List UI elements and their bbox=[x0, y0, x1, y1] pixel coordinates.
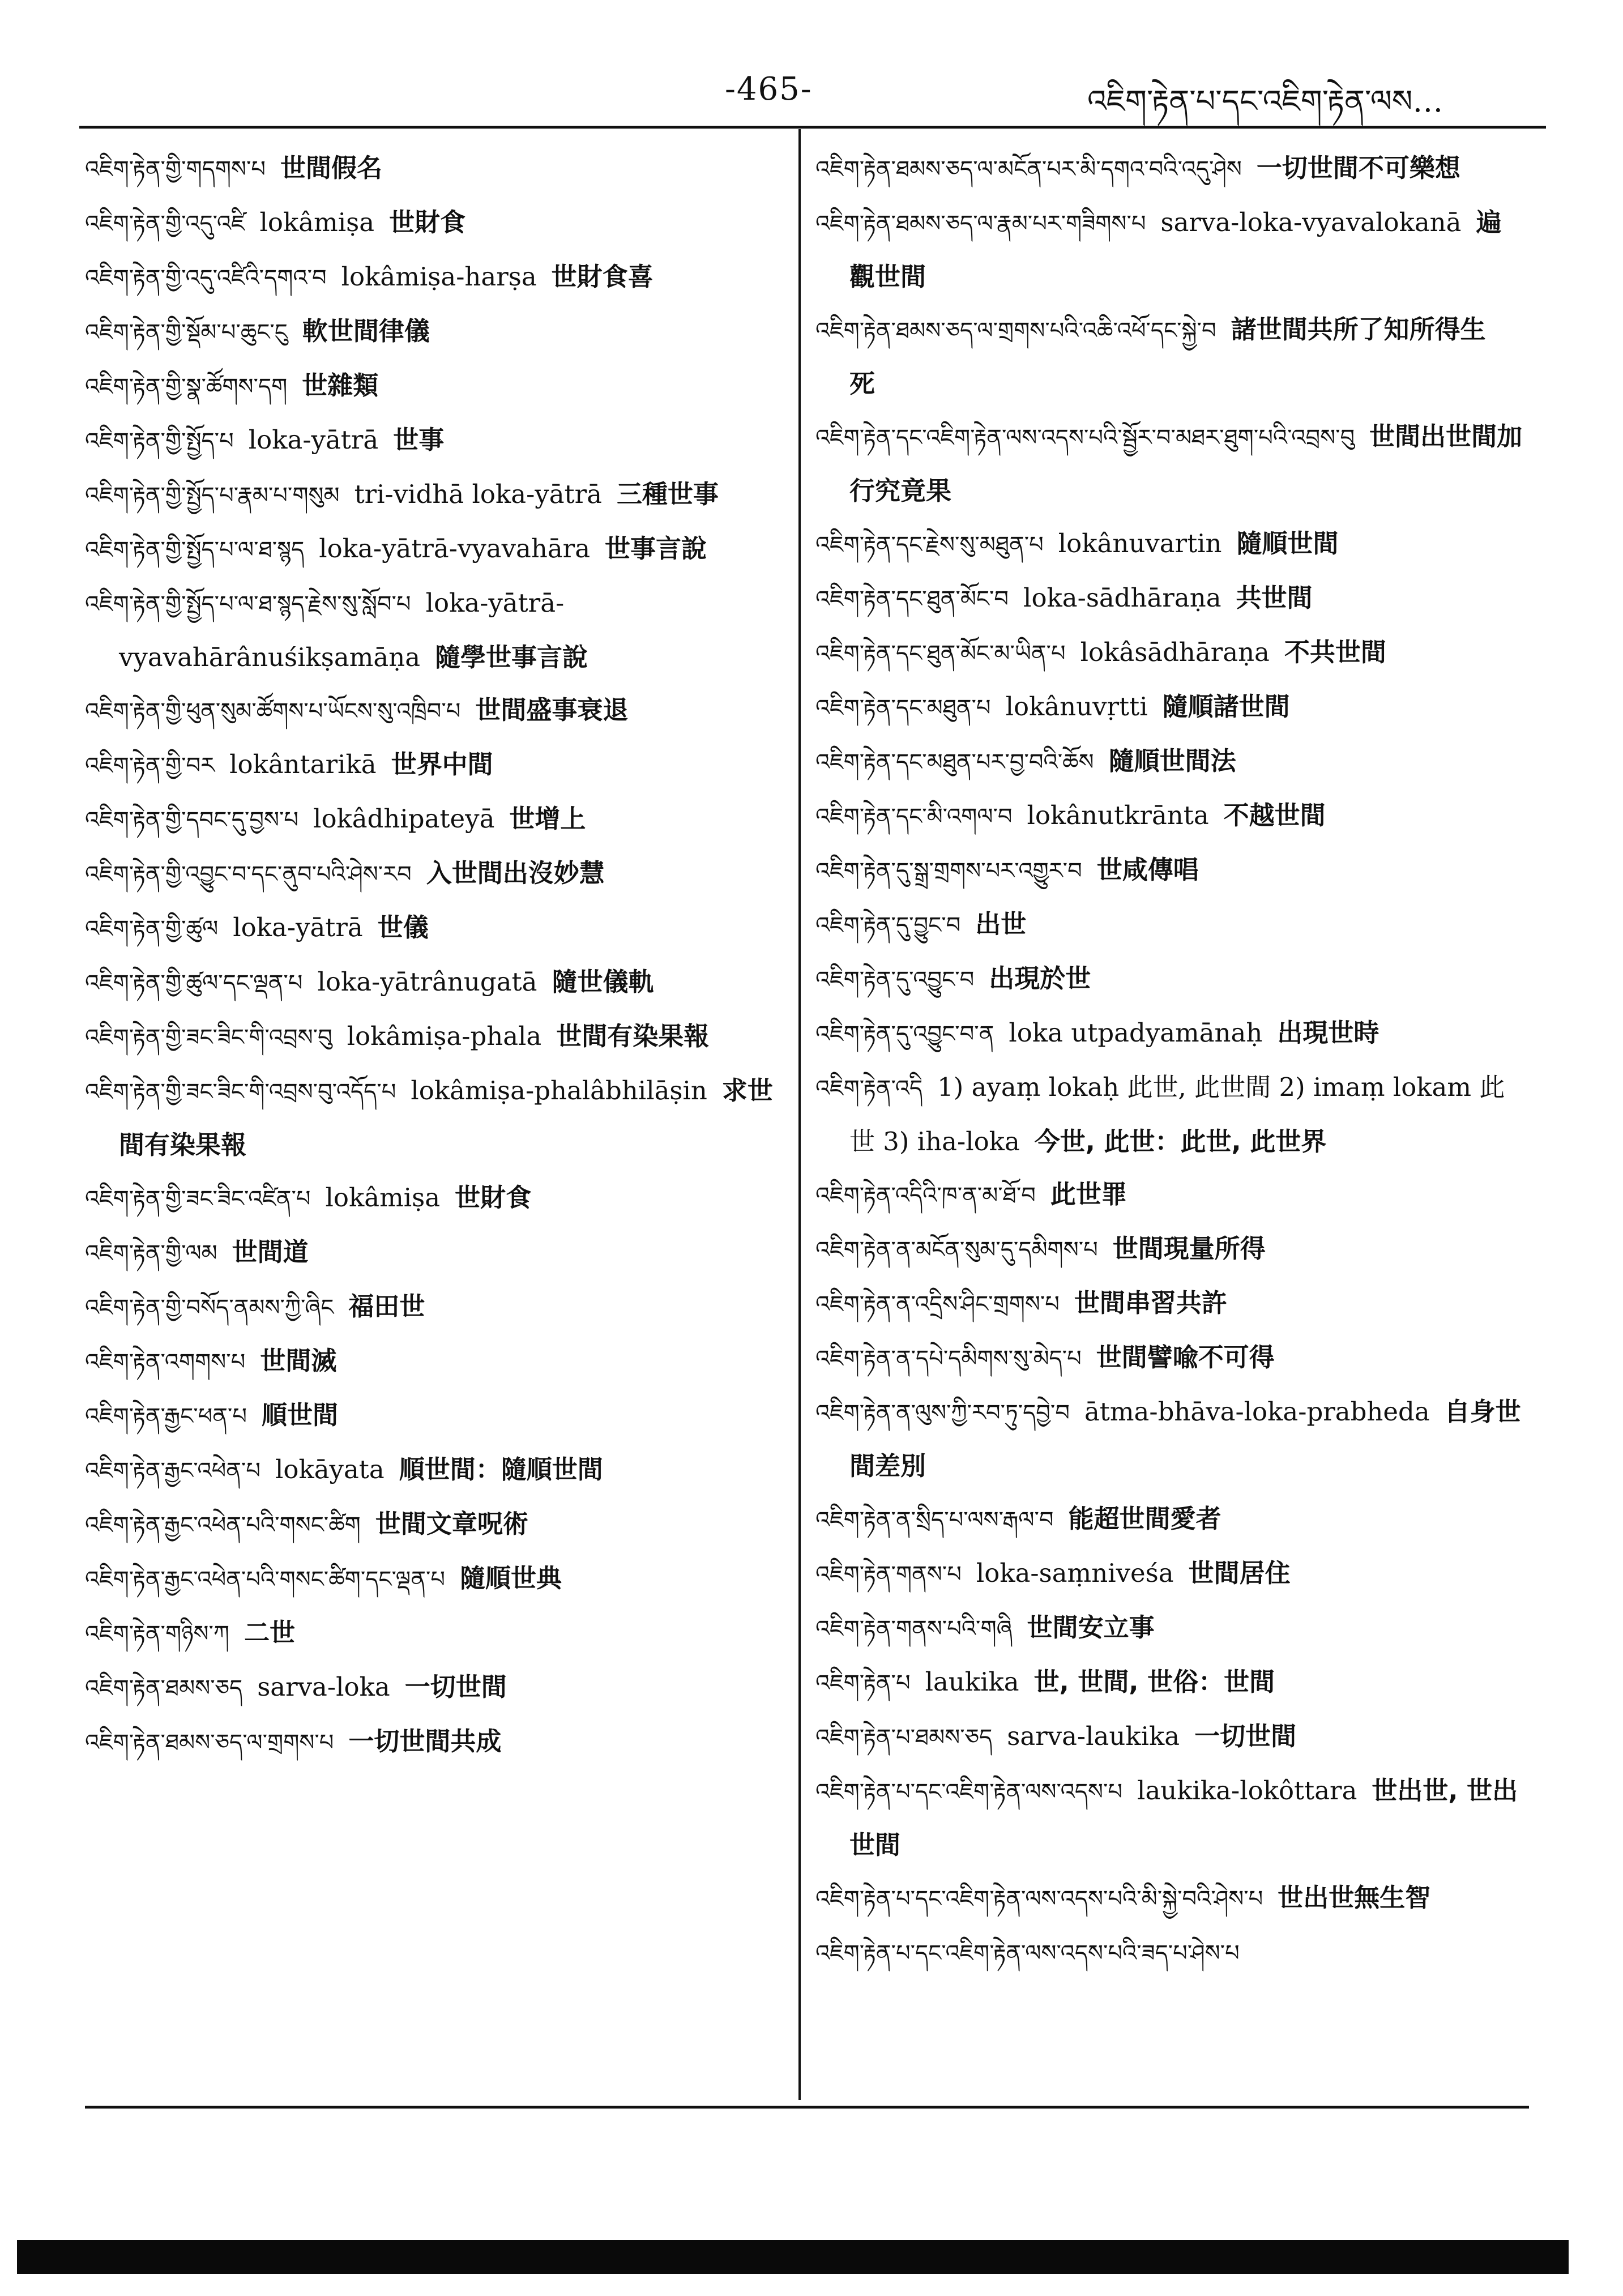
sanskrit-equivalent: sarva-laukika bbox=[1007, 1721, 1180, 1751]
tibetan-headword: འཇིག་རྟེན་གནས་པ bbox=[815, 1561, 962, 1587]
chinese-equivalent: 世事 bbox=[393, 425, 445, 455]
dictionary-entry bbox=[815, 1277, 1523, 1331]
chinese-equivalent: 世間道 bbox=[232, 1237, 309, 1267]
chinese-equivalent: 世咸傳唱 bbox=[1096, 855, 1199, 885]
chinese-equivalent: 隨學世事言說 bbox=[435, 642, 588, 672]
dictionary-entry bbox=[85, 1171, 773, 1226]
tibetan-headword: འཇིག་རྟེན་རྒྱང་འཕེན་པའི་གསང་ཚིག bbox=[85, 1512, 361, 1538]
tibetan-headword: འཇིག་རྟེན་ན་སྲིད་པ་ལས་རྒལ་བ bbox=[815, 1507, 1054, 1533]
dictionary-entry bbox=[85, 196, 773, 250]
tibetan-headword: འཇིག་རྟེན་གྱི་བར bbox=[85, 753, 215, 779]
dictionary-entry bbox=[85, 359, 773, 413]
chinese-equivalent: 自身世間差別 bbox=[849, 1397, 1521, 1481]
chinese-equivalent: 不越世間 bbox=[1223, 800, 1326, 830]
chinese-equivalent: 順世間 bbox=[261, 1400, 338, 1430]
chinese-equivalent: 出世 bbox=[975, 909, 1027, 939]
chinese-equivalent: 世間出世間加行究竟果 bbox=[849, 421, 1523, 506]
chinese-equivalent: 軟世間律儀 bbox=[302, 316, 430, 346]
chinese-equivalent: 世財食 bbox=[389, 207, 466, 237]
chinese-equivalent: 世界中間 bbox=[391, 749, 493, 779]
tibetan-headword: འཇིག་རྟེན་གྱི་སྤྱོད་པ་ལ་ཐ་སྙད་རྗེས་སུ་སློབ་པ bbox=[85, 591, 411, 617]
chinese-equivalent: 不共世間 bbox=[1284, 637, 1386, 667]
chinese-equivalent: 世事言說 bbox=[605, 534, 707, 564]
chinese-equivalent: 世間居住 bbox=[1188, 1558, 1291, 1588]
tibetan-headword: འཇིག་རྟེན་དང་འཇིག་རྟེན་ལས་འདས་པའི་སྦྱོར་བ་མཐར་ཐུག་པའི་འབྲས་བུ bbox=[815, 425, 1355, 451]
tibetan-headword: འཇིག་རྟེན་དང་ཐུན་མོང་མ་ཡིན་པ bbox=[815, 641, 1066, 667]
dictionary-entry bbox=[85, 1552, 773, 1606]
dictionary-entry bbox=[85, 738, 773, 792]
tibetan-headword: འཇིག་རྟེན་གྱི་འབྱུང་བ་དང་ནུབ་པའི་ཤེས་རབ bbox=[85, 861, 412, 887]
tibetan-headword: འཇིག་རྟེན་པ་དང་འཇིག་རྟེན་ལས་འདས་པའི་ཟད་པ་ཤེས་པ bbox=[815, 1940, 1240, 1966]
chinese-equivalent: 世間盛事衰退 bbox=[475, 695, 629, 725]
tibetan-headword: འཇིག་རྟེན་ན་ལུས་ཀྱི་རབ་ཏུ་དབྱེ་བ bbox=[815, 1400, 1070, 1426]
dictionary-entry bbox=[815, 952, 1523, 1006]
dictionary-entry bbox=[85, 955, 773, 1010]
dictionary-entry bbox=[815, 517, 1523, 571]
chinese-equivalent: 隨世儀軌 bbox=[552, 967, 654, 997]
dictionary-entry bbox=[85, 468, 773, 522]
chinese-equivalent: 隨順世間 bbox=[1236, 528, 1339, 558]
tibetan-headword: འཇིག་རྟེན་པ་ཐམས་ཅད bbox=[815, 1725, 993, 1751]
tibetan-headword: འཇིག་རྟེན་རྒྱང་འཕེན་པ bbox=[85, 1458, 260, 1484]
tibetan-headword: འཇིག་རྟེན་དུ་འབྱུང་བ་ན bbox=[815, 1021, 994, 1047]
dictionary-entry bbox=[85, 522, 773, 577]
dictionary-entry bbox=[815, 571, 1523, 626]
sanskrit-equivalent: loka-yātrânugatā bbox=[317, 967, 537, 997]
scan-edge-band bbox=[17, 2240, 1569, 2274]
sanskrit-equivalent: lokântarikā bbox=[229, 749, 377, 779]
chinese-equivalent: 世間譬喩不可得 bbox=[1096, 1342, 1275, 1372]
chinese-equivalent: 出現於世 bbox=[989, 963, 1091, 993]
tibetan-headword: འཇིག་རྟེན་ན་མངོན་སུམ་དུ་དམིགས་པ bbox=[815, 1237, 1098, 1263]
sanskrit-equivalent: lokâmiṣa bbox=[259, 207, 375, 237]
chinese-equivalent: 世間滅 bbox=[260, 1346, 337, 1376]
dictionary-entry bbox=[815, 142, 1523, 196]
tibetan-headword: འཇིག་རྟེན་གཉིས་ཀ bbox=[85, 1621, 230, 1647]
sanskrit-equivalent: lokâmiṣa bbox=[325, 1183, 441, 1213]
left-column bbox=[85, 142, 773, 1769]
dictionary-entry bbox=[815, 789, 1523, 843]
tibetan-headword: འཇིག་རྟེན་དུ་འབྱུང་བ bbox=[815, 967, 975, 993]
chinese-equivalent: 遍觀世間 bbox=[849, 207, 1502, 292]
sanskrit-equivalent: 1) ayaṃ lokaḥ 此世, 此世間 2) imaṃ lokam 此世 3) iha-loka bbox=[849, 1072, 1505, 1156]
page-number: -465- bbox=[725, 71, 813, 108]
sanskrit-equivalent: loka utpadyamānaḥ bbox=[1009, 1018, 1263, 1048]
chinese-equivalent: 三種世事 bbox=[616, 479, 719, 509]
chinese-equivalent: 世儀 bbox=[377, 912, 429, 942]
sanskrit-equivalent: laukika bbox=[925, 1667, 1019, 1697]
dictionary-entry bbox=[815, 1547, 1523, 1601]
sanskrit-equivalent: loka-yātrā bbox=[248, 425, 379, 455]
sanskrit-equivalent: loka-sādhāraṇa bbox=[1023, 583, 1221, 613]
tibetan-headword: འཇིག་རྟེན་གྱི་སྤྱོད་པ་རྣམ་པ་གསུམ bbox=[85, 483, 340, 509]
tibetan-headword: འཇིག་རྟེན་ཐམས་ཅད་ལ་གྲགས་པའི་འཆི་འཕོ་དང་སྐྱེ་བ bbox=[815, 318, 1216, 344]
dictionary-entry bbox=[85, 1064, 773, 1171]
dictionary-entry bbox=[85, 1606, 773, 1661]
tibetan-headword: འཇིག་རྟེན་པ་དང་འཇིག་རྟེན་ལས་འདས་པའི་མི་སྐྱེ་བའི་ཤེས་པ bbox=[815, 1886, 1263, 1912]
tibetan-headword: འཇིག་རྟེན་དང་ཐུན་མོང་བ bbox=[815, 586, 1009, 612]
chinese-equivalent: 福田世 bbox=[348, 1291, 425, 1321]
dictionary-entry bbox=[815, 196, 1523, 303]
tibetan-headword: འཇིག་རྟེན་གྱི་ཟང་ཟིང་འཛིན་པ bbox=[85, 1186, 311, 1212]
tibetan-headword: འཇིག་རྟེན་རྒྱང་ཕན་པ bbox=[85, 1403, 247, 1429]
chinese-equivalent: 順世間：隨順世間 bbox=[399, 1454, 603, 1484]
tibetan-headword: འཇིག་རྟེན་འགགས་པ bbox=[85, 1349, 246, 1375]
dictionary-entry bbox=[815, 1385, 1523, 1492]
dictionary-entry bbox=[815, 1601, 1523, 1655]
dictionary-entry bbox=[85, 1010, 773, 1064]
dictionary-entry bbox=[85, 1280, 773, 1334]
chinese-equivalent: 世間安立事 bbox=[1027, 1612, 1155, 1642]
dictionary-entry bbox=[85, 413, 773, 468]
dictionary-entry bbox=[815, 1061, 1523, 1168]
tibetan-headword: འཇིག་རྟེན་གྱི་ཚུལ་དང་ལྡན་པ bbox=[85, 970, 303, 996]
dictionary-entry bbox=[85, 250, 773, 305]
sanskrit-equivalent: sarva-loka bbox=[257, 1672, 390, 1702]
dictionary-entry bbox=[815, 303, 1523, 410]
tibetan-headword: འཇིག་རྟེན་ན་དཔེ་དམིགས་སུ་མེད་པ bbox=[815, 1346, 1082, 1372]
tibetan-headword: འཇིག་རྟེན་གྱི་སྤྱོད་པ bbox=[85, 428, 234, 454]
chinese-equivalent: 隨順諸世間 bbox=[1162, 692, 1290, 722]
chinese-equivalent: 諸世間共所了知所得生死 bbox=[849, 314, 1486, 399]
sanskrit-equivalent: lokâmiṣa-harṣa bbox=[341, 262, 537, 292]
tibetan-headword: འཇིག་རྟེན་གནས་པའི་གཞི bbox=[815, 1616, 1013, 1642]
tibetan-headword: འཇིག་རྟེན་གྱི་ལམ bbox=[85, 1240, 217, 1266]
sanskrit-equivalent: tri-vidhā loka-yātrā bbox=[354, 479, 602, 509]
dictionary-entry bbox=[85, 792, 773, 847]
chinese-equivalent: 世雜類 bbox=[302, 370, 379, 400]
dictionary-entry bbox=[815, 1871, 1523, 1926]
dictionary-entry bbox=[85, 1389, 773, 1443]
chinese-equivalent: 世, 世間, 世俗：世間 bbox=[1033, 1667, 1275, 1697]
chinese-equivalent: 世出世無生智 bbox=[1278, 1883, 1431, 1913]
tibetan-headword: འཇིག་རྟེན་གྱི་ཟང་ཟིང་གི་འབྲས་བུ bbox=[85, 1025, 332, 1051]
tibetan-headword: འཇིག་རྟེན་གྱི་ཚུལ bbox=[85, 916, 219, 942]
dictionary-entry bbox=[85, 1334, 773, 1389]
dictionary-entry bbox=[815, 626, 1523, 680]
dictionary-entry bbox=[85, 577, 773, 684]
tibetan-headword: འཇིག་རྟེན་དུ་སྒྲ་གྲགས་པར་འགྱུར་བ bbox=[815, 858, 1082, 884]
chinese-equivalent: 一切世間 bbox=[404, 1672, 507, 1702]
tibetan-headword: འཇིག་རྟེན་གྱི་འདུ་འཛི bbox=[85, 211, 245, 237]
header-rule bbox=[79, 126, 1546, 129]
running-head: འཇིག་རྟེན་པ་དང་འཇིག་རྟེན་ལས… bbox=[1087, 83, 1443, 119]
sanskrit-equivalent: loka-yātrā-vyavahāra bbox=[319, 534, 591, 564]
dictionary-entry bbox=[85, 142, 773, 196]
tibetan-headword: འཇིག་རྟེན་འདིའི་ཁ་ན་མ་ཐོ་བ bbox=[815, 1183, 1036, 1209]
chinese-equivalent: 世增上 bbox=[509, 804, 586, 834]
sanskrit-equivalent: lokânuvartin bbox=[1058, 528, 1222, 558]
tibetan-headword: འཇིག་རྟེན་འདི bbox=[815, 1076, 923, 1102]
dictionary-entry bbox=[85, 1226, 773, 1280]
chinese-equivalent: 世間文章呪術 bbox=[375, 1509, 528, 1539]
tibetan-headword: འཇིག་རྟེན་པ་དང་འཇིག་རྟེན་ལས་འདས་པ bbox=[815, 1779, 1123, 1805]
chinese-equivalent: 世財食喜 bbox=[551, 262, 654, 292]
dictionary-entry bbox=[815, 1222, 1523, 1277]
tibetan-headword: འཇིག་རྟེན་གྱི་ཕུན་སུམ་ཚོགས་པ་ཡོངས་སུ་འཁྲིབ་པ bbox=[85, 698, 461, 724]
tibetan-headword: འཇིག་རྟེན་གྱི་སྣ་ཚོགས་དག bbox=[85, 374, 288, 400]
chinese-equivalent: 世間有染果報 bbox=[556, 1021, 710, 1051]
chinese-equivalent: 世間假名 bbox=[280, 153, 383, 183]
dictionary-entry bbox=[85, 684, 773, 738]
chinese-equivalent: 一切世間不可樂想 bbox=[1256, 153, 1460, 183]
dictionary-entry bbox=[815, 1710, 1523, 1764]
chinese-equivalent: 世間現量所得 bbox=[1112, 1234, 1266, 1264]
dictionary-entry bbox=[815, 1168, 1523, 1222]
chinese-equivalent: 此世罪 bbox=[1050, 1179, 1127, 1209]
tibetan-headword: འཇིག་རྟེན་གྱི་སྡོམ་པ་ཆུང་ངུ bbox=[85, 319, 288, 345]
sanskrit-equivalent: sarva-loka-vyavalokanā bbox=[1160, 207, 1462, 237]
tibetan-headword: འཇིག་རྟེན་གྱི་གདགས་པ bbox=[85, 156, 266, 182]
sanskrit-equivalent: lokāyata bbox=[275, 1454, 385, 1484]
sanskrit-equivalent: loka-saṃniveśa bbox=[976, 1558, 1174, 1588]
tibetan-headword: འཇིག་རྟེན་དང་རྗེས་སུ་མཐུན་པ bbox=[815, 532, 1044, 558]
tibetan-headword: འཇིག་རྟེན་གྱི་ཟང་ཟིང་གི་འབྲས་བུ་འདོད་པ bbox=[85, 1079, 396, 1105]
footer-rule bbox=[85, 2106, 1529, 2109]
dictionary-entry bbox=[815, 1492, 1523, 1547]
dictionary-entry bbox=[815, 680, 1523, 735]
tibetan-headword: འཇིག་རྟེན་དང་མི་འགལ་བ bbox=[815, 804, 1013, 830]
sanskrit-equivalent: loka-yātrā bbox=[233, 912, 363, 942]
tibetan-headword: འཇིག་རྟེན་ན་འདྲིས་ཤིང་གྲགས་པ bbox=[815, 1291, 1060, 1317]
chinese-equivalent: 入世間出沒妙慧 bbox=[426, 858, 605, 888]
dictionary-entry bbox=[85, 1443, 773, 1497]
dictionary-entry bbox=[85, 1661, 773, 1715]
tibetan-headword: འཇིག་རྟེན་གྱི་བསོད་ནམས་ཀྱི་ཞིང bbox=[85, 1295, 334, 1321]
sanskrit-equivalent: lokâdhipateyā bbox=[313, 804, 495, 834]
dictionary-entry bbox=[815, 1006, 1523, 1061]
dictionary-entry bbox=[85, 847, 773, 901]
tibetan-headword: འཇིག་རྟེན་དང་མཐུན་པར་བྱ་བའི་ཆོས bbox=[815, 749, 1094, 775]
sanskrit-equivalent: lokâmiṣa-phala bbox=[347, 1021, 542, 1051]
tibetan-headword: འཇིག་རྟེན་གྱི་སྤྱོད་པ་ལ་ཐ་སྙད bbox=[85, 537, 305, 563]
chinese-equivalent: 二世 bbox=[244, 1618, 296, 1648]
chinese-equivalent: 共世間 bbox=[1236, 583, 1313, 613]
tibetan-headword: འཇིག་རྟེན་གྱི་དབང་དུ་བྱས་པ bbox=[85, 807, 299, 833]
dictionary-entry bbox=[815, 898, 1523, 952]
chinese-equivalent: 能超世間愛者 bbox=[1068, 1504, 1221, 1534]
sanskrit-equivalent: lokâsādhāraṇa bbox=[1080, 637, 1270, 667]
sanskrit-equivalent: laukika-lokôttara bbox=[1137, 1776, 1357, 1806]
chinese-equivalent: 隨順世間法 bbox=[1108, 746, 1236, 776]
chinese-equivalent: 隨順世典 bbox=[460, 1563, 562, 1593]
sanskrit-equivalent: lokâmiṣa-phalâbhilāṣin bbox=[411, 1076, 707, 1106]
dictionary-entry bbox=[815, 1655, 1523, 1710]
tibetan-headword: འཇིག་རྟེན་རྒྱང་འཕེན་པའི་གསང་ཚིག་དང་ལྡན་པ bbox=[85, 1567, 446, 1593]
dictionary-entry bbox=[815, 1331, 1523, 1385]
chinese-equivalent: 今世, 此世：此世, 此世界 bbox=[1034, 1126, 1327, 1156]
tibetan-headword: འཇིག་རྟེན་དང་མཐུན་པ bbox=[815, 695, 991, 721]
dictionary-entry bbox=[815, 843, 1523, 898]
sanskrit-equivalent: lokânuvṛtti bbox=[1005, 692, 1148, 722]
chinese-equivalent: 世出世, 世出世間 bbox=[849, 1776, 1518, 1860]
chinese-equivalent: 出現世時 bbox=[1277, 1018, 1379, 1048]
dictionary-entry bbox=[815, 1926, 1523, 1980]
dictionary-entry bbox=[85, 901, 773, 955]
tibetan-headword: འཇིག་རྟེན་དུ་བྱུང་བ bbox=[815, 912, 961, 938]
sanskrit-equivalent: ātma-bhāva-loka-prabheda bbox=[1084, 1397, 1430, 1427]
dictionary-entry bbox=[815, 735, 1523, 789]
chinese-equivalent: 求世間有染果報 bbox=[119, 1076, 773, 1160]
dictionary-entry bbox=[85, 305, 773, 359]
chinese-equivalent: 一切世間 bbox=[1194, 1721, 1297, 1751]
tibetan-headword: འཇིག་རྟེན་ཐམས་ཅད་ལ་མངོན་པར་མི་དགའ་བའི་འདུ་ཤེས bbox=[815, 156, 1242, 182]
sanskrit-equivalent: lokânutkrānta bbox=[1027, 800, 1209, 830]
dictionary-entry bbox=[815, 1764, 1523, 1871]
tibetan-headword: འཇིག་རྟེན་ཐམས་ཅད་ལ་གྲགས་པ bbox=[85, 1730, 334, 1756]
chinese-equivalent: 世間串習共許 bbox=[1074, 1288, 1227, 1318]
chinese-equivalent: 世財食 bbox=[455, 1183, 532, 1213]
right-column bbox=[815, 142, 1523, 1980]
dictionary-entry bbox=[85, 1715, 773, 1769]
tibetan-headword: འཇིག་རྟེན་ཐམས་ཅད bbox=[85, 1675, 243, 1701]
dictionary-entry bbox=[85, 1497, 773, 1552]
chinese-equivalent: 一切世間共成 bbox=[348, 1726, 502, 1756]
column-divider bbox=[798, 129, 801, 2100]
tibetan-headword: འཇིག་རྟེན་པ bbox=[815, 1670, 911, 1696]
dictionary-entry bbox=[815, 410, 1523, 517]
sanskrit-equivalent: loka-yātrā-vyavahārânuśikṣamāṇa bbox=[119, 588, 565, 672]
tibetan-headword: འཇིག་རྟེན་གྱི་འདུ་འཛིའི་དགའ་བ bbox=[85, 265, 327, 291]
tibetan-headword: འཇིག་རྟེན་ཐམས་ཅད་ལ་རྣམ་པར་གཟིགས་པ bbox=[815, 211, 1146, 237]
